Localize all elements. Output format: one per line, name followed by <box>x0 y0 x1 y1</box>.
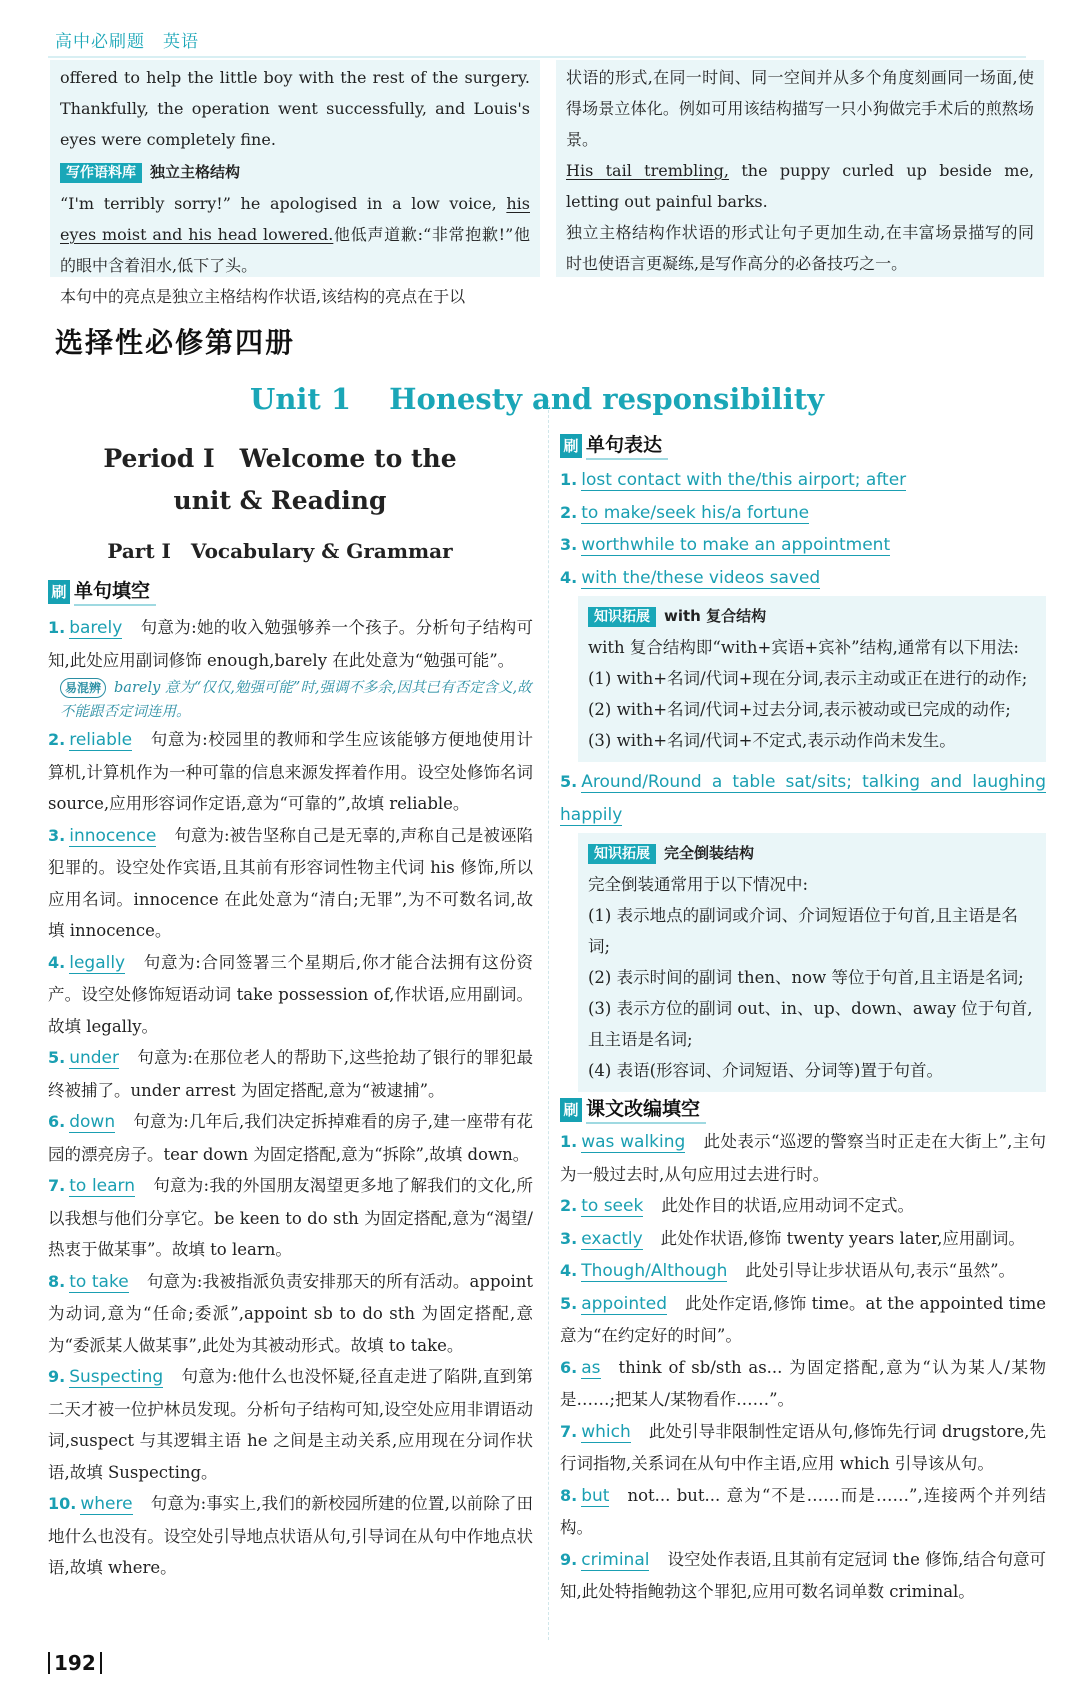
item-explanation: 句意为:在那位老人的帮助下,这些抢劫了银行的罪犯最终被捕了。under arrest 为固定搭配,意为“被逮捕”。 <box>48 1048 533 1100</box>
box-heading <box>588 837 1036 869</box>
item-number: 2. <box>560 502 578 522</box>
item-number: 3. <box>48 825 66 845</box>
box-tag: 知识拓展 <box>588 844 656 864</box>
box-line: (4) 表语(形容词、介词短语、分词等)置于句首。 <box>588 1061 943 1080</box>
item-explanation: 句意为:事实上,我们的新校园所建的位置,以前除了田地什么也没有。设空处引导地点状语从句,引导词在从句中作地点状语,故填 where。 <box>48 1494 533 1577</box>
page-number: 192 <box>48 1652 102 1674</box>
list-item <box>48 1106 533 1170</box>
list-item <box>560 1190 1046 1223</box>
item-answer: Suspecting <box>69 1367 164 1387</box>
box-line: with 复合结构即“with+宾语+宾补”结构,通常有以下用法: <box>588 638 1019 657</box>
item-explanation: 句意为:几年后,我们决定拆掉难看的房子,建一座带有花园的漂亮房子。tear down 为固定搭配,意为“拆除”,故填 down。 <box>48 1112 533 1164</box>
list-item <box>560 766 1046 831</box>
section-head-text-adaptation <box>560 1096 1046 1124</box>
running-header <box>55 28 199 58</box>
item-number: 5. <box>560 1293 578 1313</box>
corpus-tag: 写作语料库 <box>60 163 142 183</box>
item-explanation: 此处作定语,修饰 time。at the appointed time 意为“在约定好的时间”。 <box>560 1293 1046 1345</box>
knowledge-box-inversion <box>578 833 1046 1092</box>
item-explanation: 句意为:他什么也没怀疑,径直走进了陷阱,直到第二天才被一位护林员发现。分析句子结构可知,设空处应用非谓语动词,suspect 与其逻辑主语 he 之间是主动关系,应用现在分词作状语,故填 Suspecting。 <box>48 1367 533 1482</box>
item-answer: exactly <box>581 1228 643 1249</box>
confusion-note <box>48 676 533 724</box>
subject-name: 英语 <box>163 32 199 52</box>
item-answer: legally <box>69 952 126 973</box>
box-line: (2) 表示时间的副词 then、now 等位于句首,且主语是名词; <box>588 968 1024 987</box>
item-number: 2. <box>48 730 66 749</box>
item-number: 4. <box>560 567 578 587</box>
knowledge-box-with-structure <box>578 596 1046 762</box>
note-text: barely 意为“仅仅,勉强可能”时,强调不多余,因其已有否定含义,故不能跟否定词连用。 <box>60 680 532 720</box>
example-underlined: his eyes moist and his head lowered. <box>60 194 530 244</box>
item-answer: to seek <box>581 1196 644 1216</box>
item-explanation: 句意为:被告坚称自己是无辜的,声称自己是被诬陷犯罪的。设空处作宾语,且其前有形容词性物主代词 his 修饰,所以应用名词。innocence 在此处意为“清白;无罪”,为不可数名词,故填 innocence。 <box>48 825 533 940</box>
column-divider <box>548 400 549 1640</box>
list-item <box>560 562 1046 595</box>
list-item <box>48 612 533 676</box>
item-number: 1. <box>560 470 578 489</box>
list-item <box>560 1352 1046 1416</box>
list-item <box>560 1544 1046 1608</box>
list-item <box>560 1126 1046 1190</box>
period-line-2: unit & Reading <box>173 486 387 515</box>
item-number: 7. <box>48 1176 66 1195</box>
list-item <box>560 1288 1046 1352</box>
continued-paragraph: offered to help the little boy with the rest of the surgery. Thankfully, the operation went successfully, and Louis's eyes were completely fine. <box>60 68 530 149</box>
list-item <box>48 1361 533 1488</box>
period-title <box>50 438 510 522</box>
item-answer: to make/seek his/a fortune <box>581 502 810 523</box>
item-explanation: 此处引导非限制性定语从句,修饰先行词 drugstore,先行词指物,关系词在从句中作主语,应用 which 引导该从句。 <box>560 1421 1046 1473</box>
box-line: 完全倒装通常用于以下情况中: <box>588 875 809 894</box>
item-number: 8. <box>48 1271 66 1291</box>
item-number: 7. <box>560 1421 578 1441</box>
section-head-fill-blanks <box>48 578 156 606</box>
left-column <box>48 612 533 1584</box>
section-head-sentence-expression <box>560 432 1046 460</box>
corpus-analysis: 本句中的亮点是独立主格结构作状语,该结构的亮点在于以 <box>60 287 466 306</box>
item-number: 5. <box>48 1048 66 1067</box>
item-answer: worthwhile to make an appointment <box>581 535 891 555</box>
list-item <box>560 529 1046 562</box>
book-name: 高中必刷题 <box>55 32 145 52</box>
item-number: 5. <box>560 772 578 791</box>
list-item <box>48 724 533 820</box>
item-explanation: 此处作目的状语,应用动词不定式。 <box>661 1196 915 1215</box>
section-title: 单句填空 <box>74 578 156 606</box>
list-item <box>48 1170 533 1266</box>
item-answer: to learn <box>69 1176 136 1196</box>
list-item <box>560 464 1046 497</box>
item-explanation: 句意为:她的收入勉强够养一个孩子。分析句子结构可知,此处应用副词修饰 enough,barely 在此处意为“勉强可能”。 <box>48 618 533 670</box>
item-explanation: 句意为:我被指派负责安排那天的所有活动。appoint 为动词,意为“任命;委派”,appoint sb to do sth 为固定搭配,意为“委派某人做某事”,此处为其被动形式。故填 to take。 <box>48 1271 533 1355</box>
item-number: 6. <box>48 1112 66 1131</box>
item-answer: but <box>581 1485 610 1506</box>
example-quote: “I'm terribly sorry!” he apologised in a low voice, <box>60 194 497 213</box>
item-answer: under <box>69 1048 120 1068</box>
box-title: 完全倒装结构 <box>664 844 755 862</box>
list-item <box>560 1480 1046 1544</box>
item-answer: with the/these videos saved <box>581 567 821 588</box>
corpus-heading <box>60 156 530 188</box>
list-item <box>560 1223 1046 1256</box>
item-number: 4. <box>48 952 66 972</box>
box-line: (3) with+名词/代词+不定式,表示动作尚未发生。 <box>588 731 956 750</box>
puppy-example <box>566 155 1034 217</box>
part-title: Part Ⅰ Vocabulary & Grammar <box>107 539 453 563</box>
analysis-summary: 独立主格结构作状语的形式让句子更加生动,在丰富场景描写的同时也使语言更凝练,是写作高分的必备技巧之一。 <box>566 223 1034 273</box>
book-title: 选择性必修第四册 <box>55 326 296 359</box>
list-item <box>48 820 533 947</box>
item-number: 6. <box>560 1357 578 1377</box>
item-number: 2. <box>560 1196 578 1215</box>
unit-number: Unit 1 <box>250 382 352 416</box>
box-tag: 知识拓展 <box>588 607 656 627</box>
item-answer: barely <box>69 618 123 638</box>
list-item <box>560 497 1046 530</box>
corpus-example <box>60 188 530 281</box>
item-answer: as <box>581 1357 601 1378</box>
brush-icon: 刷 <box>560 434 582 458</box>
list-item <box>560 1416 1046 1480</box>
item-explanation: 句意为:我的外国朋友渴望更多地了解我们的文化,所以我想与他们分享它。be keen to do sth 为固定搭配,意为“渴望/热衷于做某事”。故填 to learn。 <box>48 1176 533 1259</box>
item-explanation: 句意为:校园里的教师和学生应该能够方便地使用计算机,计算机作为一种可靠的信息来源发挥着作用。设空处修饰名词 source,应用形容词作定语,意为“可靠的”,故填 reliable。 <box>48 730 533 813</box>
item-answer: innocence <box>69 825 157 846</box>
box-line: (1) with+名词/代词+现在分词,表示主动或正在进行的动作; <box>588 669 1028 688</box>
item-answer: criminal <box>581 1549 650 1570</box>
item-answer: to take <box>69 1271 129 1292</box>
analysis-continued: 状语的形式,在同一时间、同一空间并从多个角度刻画同一场面,使得场景立体化。例如可用该结构描写一只小狗做完手术后的煎熬场景。 <box>566 68 1034 149</box>
example-translation: 他低声道歉:“非常抱歉!”他的眼中含着泪水,低下了头。 <box>60 225 530 275</box>
writing-corpus-box-left <box>50 60 540 306</box>
item-explanation: think of sb/sth as... 为固定搭配,意为“认为某人/某物是……;把某人/某物看作……”。 <box>560 1357 1046 1409</box>
item-answer: reliable <box>69 730 133 750</box>
puppy-underlined: His tail trembling, <box>566 161 729 180</box>
item-explanation: 此处表示“巡逻的警察当时正走在大街上”,主句为一般过去时,从句应用过去进行时。 <box>560 1132 1046 1184</box>
item-answer: down <box>69 1112 116 1132</box>
item-number: 10. <box>48 1494 77 1513</box>
unit-title <box>0 374 1074 425</box>
item-number: 8. <box>560 1485 578 1505</box>
header-rule <box>48 56 1026 58</box>
box-line: (3) 表示方位的副词 out、in、up、down、away 位于句首,且主语是名词; <box>588 999 1033 1049</box>
item-number: 4. <box>560 1261 578 1280</box>
brush-icon: 刷 <box>560 1098 582 1122</box>
writing-corpus-box-right <box>556 60 1044 277</box>
item-answer: Around/Round a table sat/sits; talking and laughing happily <box>560 772 1046 825</box>
right-column <box>560 432 1046 1608</box>
list-item <box>48 1042 533 1106</box>
item-answer: where <box>80 1494 133 1514</box>
list-item <box>48 1266 533 1362</box>
item-number: 9. <box>48 1367 66 1386</box>
item-explanation: 设空处作表语,且其前有定冠词 the 修饰,结合句意可知,此处特指鲍勃这个罪犯,应用可数名词单数 criminal。 <box>560 1549 1046 1601</box>
item-answer: appointed <box>581 1293 668 1314</box>
item-number: 1. <box>48 618 66 637</box>
section-title: 课文改编填空 <box>586 1096 706 1124</box>
brush-icon: 刷 <box>48 580 70 604</box>
item-answer: Though/Although <box>581 1261 728 1281</box>
item-answer: lost contact with the/this airport; after <box>581 470 907 490</box>
item-number: 3. <box>560 535 578 554</box>
box-title: with 复合结构 <box>664 607 767 625</box>
unit-name: Honesty and responsibility <box>389 382 824 416</box>
item-number: 1. <box>560 1132 578 1151</box>
box-heading <box>588 600 1036 632</box>
item-explanation: not... but... 意为“不是……而是……”,连接两个并列结构。 <box>560 1485 1046 1537</box>
list-item <box>48 947 533 1043</box>
item-number: 3. <box>560 1228 578 1248</box>
box-line: (1) 表示地点的副词或介词、介词短语位于句首,且主语是名词; <box>588 906 1018 956</box>
item-answer: was walking <box>581 1132 686 1152</box>
list-item <box>560 1255 1046 1288</box>
corpus-title: 独立主格结构 <box>150 163 241 181</box>
item-answer: which <box>581 1421 631 1442</box>
puppy-rest: the puppy curled up beside me, letting out painful barks. <box>566 161 1035 211</box>
item-explanation: 句意为:合同签署三个星期后,你才能合法拥有这份资产。设空处修饰短语动词 take possession of,作状语,应用副词。故填 legally。 <box>48 952 533 1036</box>
section-title: 单句表达 <box>586 432 668 460</box>
item-number: 9. <box>560 1549 578 1569</box>
box-line: (2) with+名词/代词+过去分词,表示被动或已完成的动作; <box>588 700 1011 719</box>
item-explanation: 此处作状语,修饰 twenty years later,应用副词。 <box>660 1228 1025 1248</box>
period-line-1: Period Ⅰ Welcome to the <box>103 444 457 473</box>
list-item <box>48 1488 533 1584</box>
note-tag: 易混辨 <box>60 678 106 698</box>
item-explanation: 此处引导让步状语从句,表示“虽然”。 <box>745 1261 1016 1280</box>
